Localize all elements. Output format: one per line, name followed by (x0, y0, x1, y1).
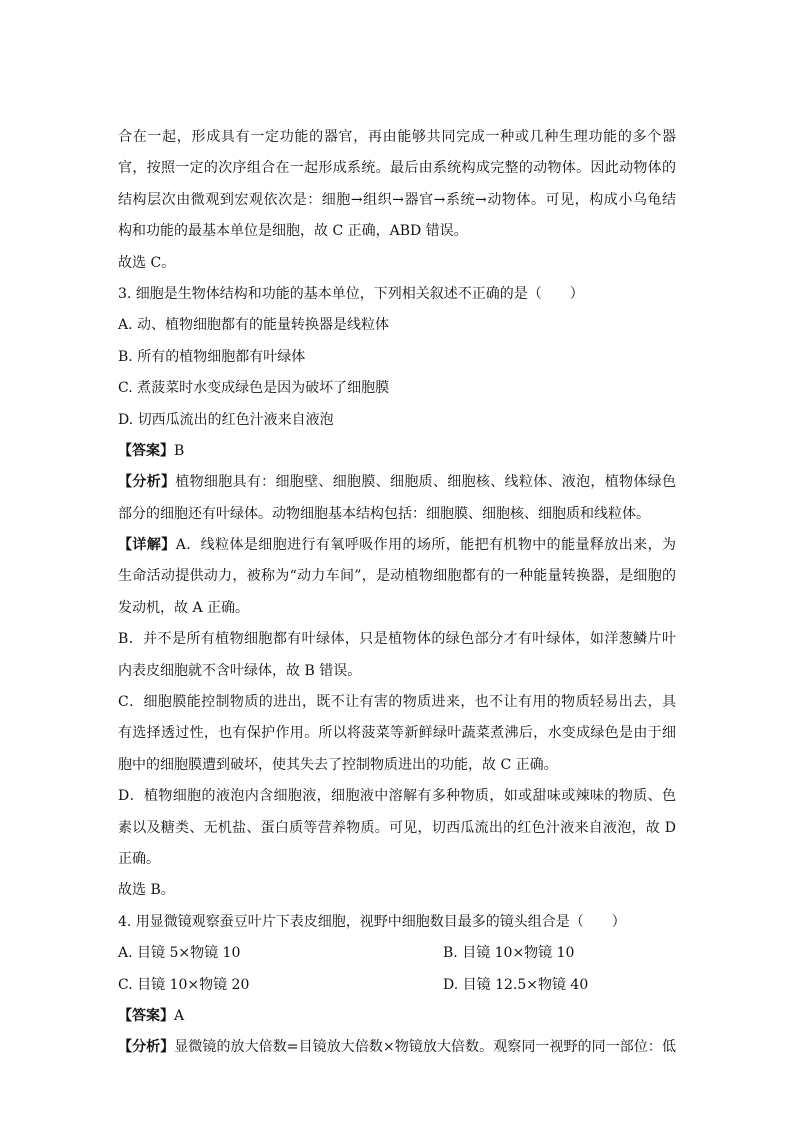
q3-analysis-tag: 【分析】 (118, 474, 176, 491)
q4-option-b: B. 目镜 10×物镜 10 (443, 945, 575, 962)
q3-detail-line-3: 发动机，故 A 正确。 (118, 599, 250, 616)
document-content (118, 122, 676, 1064)
q3-option-d: D. 切西瓜流出的红色汁液来自液泡 (118, 411, 334, 428)
q3-detail-line-1 (118, 530, 676, 561)
q4-options-row-2 (118, 970, 676, 1001)
q3-answer-value: B (174, 442, 185, 459)
q3-detail-line-8: 胞中的细胞膜遭到破坏，使其失去了控制物质进出的功能，故 C 正确。 (118, 756, 558, 773)
q4-analysis-text-1: 显微镜的放大倍数=目镜放大倍数×物镜放大倍数。观察同一视野的同一部位：低 (174, 1039, 676, 1056)
q3-detail-line-10: 素以及糖类、无机盐、蛋白质等营养物质。可见，切西瓜流出的红色汁液来自液泡，故 D (118, 819, 676, 836)
q4-stem: 4. 用显微镜观察蚕豆叶片下表皮细胞，视野中细胞数目最多的镜头组合是（ ） (118, 913, 626, 930)
continuation-line-4: 构和功能的最基本单位是细胞，故 C 正确，ABD 错误。 (118, 223, 468, 240)
q3-detail-line-7: 有选择透过性，也有保护作用。所以将菠菜等新鲜绿叶蔬菜煮沸后，水变成绿色是由于细 (118, 725, 676, 742)
q3-detail-line-2: 生命活动提供动力，被称为“动力车间”，是动植物细胞都有的一种能量转换器，是细胞的 (118, 568, 676, 585)
q3-stem: 3. 细胞是生物体结构和功能的基本单位，下列相关叙述不正确的是（ ） (118, 285, 584, 302)
q4-analysis-tag: 【分析】 (118, 1039, 175, 1056)
q4-analysis-line-1 (118, 1032, 676, 1063)
continuation-conclusion: 故选 C。 (118, 254, 176, 271)
q3-analysis-line-2: 部分的细胞还有叶绿体。动物细胞基本结构包括：细胞膜、细胞核、细胞质和线粒体。 (118, 505, 650, 522)
q3-detail-line-6: C．细胞膜能控制物质的进出，既不让有害的物质进来，也不让有用的物质轻易出去，具 (118, 694, 676, 711)
q3-answer-tag: 【答案】 (118, 442, 174, 459)
q3-conclusion: 故选 B。 (118, 882, 175, 899)
q4-answer-value: A (174, 1007, 185, 1024)
q3-detail-text-1: A．线粒体是细胞进行有氧呼吸作用的场所，能把有机物中的能量释放出来，为 (175, 537, 676, 554)
q3-analysis-text-1: 植物细胞具有：细胞壁、细胞膜、细胞质、细胞核、线粒体、液泡，植物体绿色 (175, 474, 676, 491)
q3-detail-line-5: 内表皮细胞就不含叶绿体，故 B 错误。 (118, 662, 362, 679)
continuation-line-3: 结构层次由微观到宏观依次是：细胞→组织→器官→系统→动物体。可见，构成小乌龟结 (118, 191, 676, 208)
q3-option-a: A. 动、植物细胞都有的能量转换器是线粒体 (118, 317, 390, 334)
q4-answer-tag: 【答案】 (118, 1007, 174, 1024)
q3-option-c: C. 煮菠菜时水变成绿色是因为破坏了细胞膜 (118, 380, 390, 397)
q3-analysis-line-1 (118, 467, 676, 498)
q4-option-a: A. 目镜 5×物镜 10 (118, 945, 241, 962)
q4-option-c: C. 目镜 10×物镜 20 (118, 976, 250, 993)
q3-detail-line-4: B．并不是所有植物细胞都有叶绿体，只是植物体的绿色部分才有叶绿体，如洋葱鳞片叶 (118, 631, 676, 648)
q3-option-b: B. 所有的植物细胞都有叶绿体 (118, 348, 306, 365)
q3-detail-line-11: 正确。 (118, 850, 160, 867)
continuation-line-2: 官，按照一定的次序组合在一起形成系统。最后由系统构成完整的动物体。因此动物体的 (118, 160, 676, 177)
q3-detail-line-9: D．植物细胞的液泡内含细胞液，细胞液中溶解有多种物质，如或甜味或辣味的物质、色 (118, 788, 676, 805)
q4-options-row-1 (118, 938, 676, 969)
continuation-line-1: 合在一起，形成具有一定功能的器官，再由能够共同完成一种或几种生理功能的多个器 (118, 129, 676, 145)
q3-detail-tag: 【详解】 (118, 537, 176, 554)
q4-answer (118, 1001, 676, 1032)
q3-answer (118, 436, 676, 467)
q4-option-d: D. 目镜 12.5×物镜 40 (443, 976, 589, 993)
